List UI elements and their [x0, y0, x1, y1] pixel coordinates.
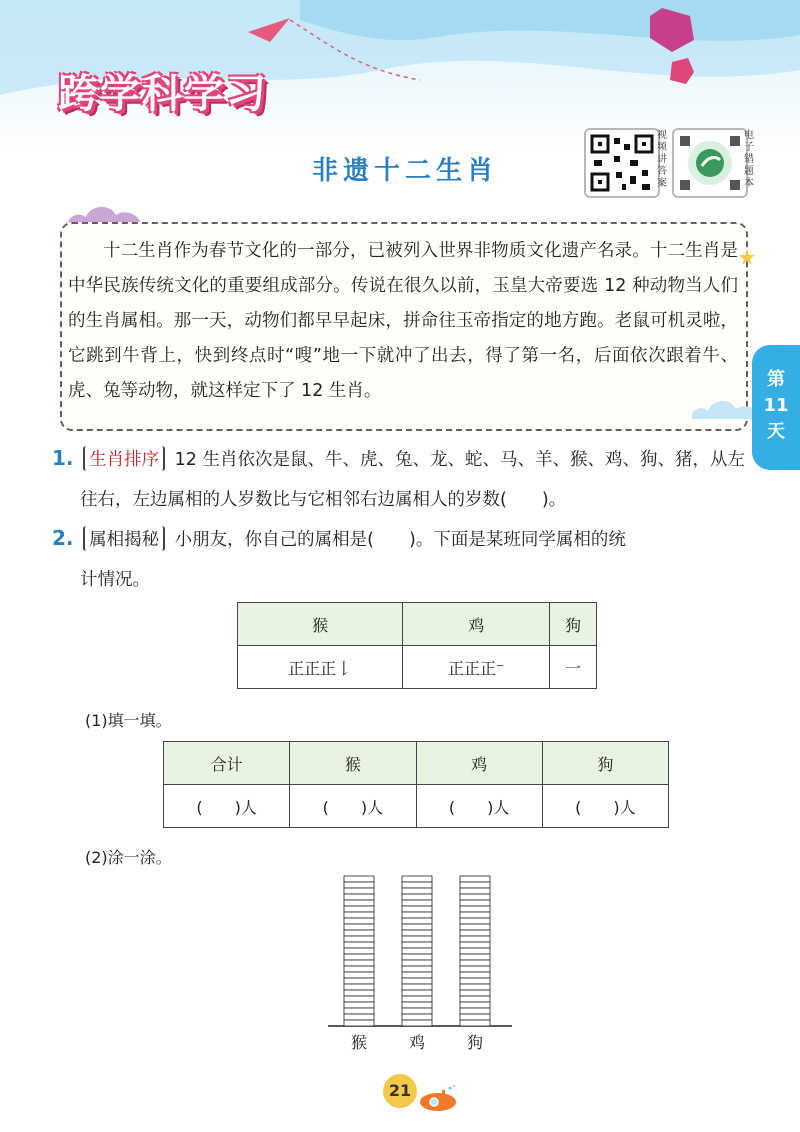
- grid-cell[interactable]: [344, 930, 374, 936]
- part-2-label: (2)涂一涂。: [85, 848, 172, 867]
- submarine-icon: [416, 1084, 460, 1114]
- grid-cell[interactable]: [460, 918, 490, 924]
- grid-cell[interactable]: [344, 996, 374, 1002]
- fill-table-row: [164, 785, 669, 828]
- grid-cell[interactable]: [460, 876, 490, 882]
- grid-cell[interactable]: [460, 1014, 490, 1020]
- fill-cell-monkey[interactable]: ( )人: [290, 785, 416, 828]
- tally-header-cell: 狗: [550, 603, 597, 646]
- tally-cell-dog: 一: [550, 646, 597, 689]
- grid-cell[interactable]: [460, 990, 490, 996]
- grid-cell[interactable]: [402, 1020, 432, 1026]
- grid-cell[interactable]: [344, 978, 374, 984]
- grid-cell[interactable]: [344, 972, 374, 978]
- grid-cell[interactable]: [460, 954, 490, 960]
- fill-header-cell: 狗: [542, 742, 668, 785]
- grid-cell[interactable]: [402, 1014, 432, 1020]
- grid-cell[interactable]: [344, 894, 374, 900]
- tally-table-row: [238, 646, 597, 689]
- grid-cell[interactable]: [402, 984, 432, 990]
- cloud-icon-right: [690, 395, 760, 421]
- grid-cell[interactable]: [402, 894, 432, 900]
- tally-table-header-row: [238, 603, 597, 646]
- grid-cell[interactable]: [460, 996, 490, 1002]
- grid-cell[interactable]: [460, 948, 490, 954]
- grid-cell[interactable]: [344, 900, 374, 906]
- tally-partial: 𠄌: [336, 658, 353, 678]
- grid-cell[interactable]: [402, 948, 432, 954]
- qr-label-video: 视频讲答案: [657, 130, 667, 189]
- question-2-tag: 属相揭秘: [83, 526, 165, 551]
- tally-cell-monkey: [238, 646, 403, 689]
- grid-cell[interactable]: [460, 912, 490, 918]
- grid-cell[interactable]: [344, 942, 374, 948]
- question-2-number: 2.: [52, 526, 74, 550]
- tally-cell-rooster: [403, 646, 550, 689]
- page-title: 非遗十二生肖: [311, 156, 498, 186]
- grid-cell[interactable]: [344, 906, 374, 912]
- grid-cell[interactable]: [344, 882, 374, 888]
- grid-cell[interactable]: [460, 930, 490, 936]
- grid-cell[interactable]: [402, 972, 432, 978]
- intro-paragraph: 十二生肖作为春节文化的一部分，已被列入世界非物质文化遗产名录。十二生肖是中华民族传统文化的重要组成部分。传说在很久以前，玉皇大帝要选 12 种动物当人们的生肖属相。那一天，动物们都早早起床，拼命往玉帝指定的地方跑。老鼠可机灵啦，它跳到牛背上，快到终点时“嗖”地一下就冲了出去，得了第一名，后面依次跟着牛、虎、兔等动物，就这样定下了 12 生肖。: [68, 241, 738, 401]
- grid-cell[interactable]: [344, 1002, 374, 1008]
- grid-cell[interactable]: [402, 882, 432, 888]
- grid-cell[interactable]: [460, 900, 490, 906]
- question-1: [52, 446, 745, 471]
- day-tab: [752, 345, 800, 470]
- grid-cell[interactable]: [344, 888, 374, 894]
- grid-cell[interactable]: [344, 954, 374, 960]
- grid-cell[interactable]: [402, 966, 432, 972]
- grid-cell[interactable]: [460, 960, 490, 966]
- chart-category-label: 狗: [466, 1033, 484, 1052]
- qr-label-error-book: 电子错题本: [744, 130, 754, 189]
- page-number: 21: [383, 1074, 417, 1108]
- grid-cell[interactable]: [460, 966, 490, 972]
- chart-category-label: 鸡: [408, 1033, 426, 1052]
- grid-cell[interactable]: [460, 942, 490, 948]
- fill-cell-total[interactable]: ( )人: [164, 785, 290, 828]
- grid-cell[interactable]: [402, 912, 432, 918]
- chart-category-label: 猴: [350, 1033, 368, 1052]
- tally-marks: 正正正: [447, 658, 496, 678]
- grid-cell[interactable]: [344, 948, 374, 954]
- grid-cell[interactable]: [460, 888, 490, 894]
- grid-cell[interactable]: [460, 1008, 490, 1014]
- day-tab-line3: 天: [767, 421, 785, 442]
- grid-cell[interactable]: [460, 972, 490, 978]
- grid-cell[interactable]: [402, 954, 432, 960]
- grid-cell[interactable]: [402, 990, 432, 996]
- grid-cell[interactable]: [344, 936, 374, 942]
- grid-cell[interactable]: [344, 966, 374, 972]
- grid-cell[interactable]: [344, 876, 374, 882]
- part-1-label: (1)填一填。: [85, 711, 172, 730]
- grid-cell[interactable]: [402, 960, 432, 966]
- grid-cell[interactable]: [344, 1014, 374, 1020]
- question-2-line1: 小朋友，你自己的属相是( )。下面是某班同学属相的统: [174, 530, 626, 550]
- error-book-qr-code[interactable]: [672, 128, 748, 198]
- fill-header-cell: 合计: [164, 742, 290, 785]
- tally-header-cell: 猴: [238, 603, 403, 646]
- star-icon: [738, 248, 756, 266]
- fill-header-cell: 猴: [290, 742, 416, 785]
- tally-marks: 正正正: [288, 658, 337, 678]
- grid-cell[interactable]: [344, 990, 374, 996]
- grid-cell[interactable]: [402, 978, 432, 984]
- grid-cell[interactable]: [402, 1008, 432, 1014]
- grid-cell[interactable]: [460, 1020, 490, 1026]
- tally-table: [237, 602, 597, 689]
- grid-cell[interactable]: [460, 936, 490, 942]
- grid-cell[interactable]: [344, 1020, 374, 1026]
- coloring-bar-chart[interactable]: [320, 870, 520, 1070]
- grid-cell[interactable]: [402, 930, 432, 936]
- tally-header-cell: 鸡: [403, 603, 550, 646]
- day-tab-number: 11: [763, 395, 789, 416]
- section-banner: 跨学科学习: [58, 71, 268, 117]
- grid-cell[interactable]: [402, 942, 432, 948]
- grid-cell[interactable]: [402, 906, 432, 912]
- grid-cell[interactable]: [402, 918, 432, 924]
- grid-cell[interactable]: [344, 960, 374, 966]
- grid-cell[interactable]: [402, 900, 432, 906]
- grid-cell[interactable]: [344, 912, 374, 918]
- grid-column-2[interactable]: [460, 876, 490, 1026]
- grid-cell[interactable]: [402, 924, 432, 930]
- grid-cell[interactable]: [402, 876, 432, 882]
- grid-cell[interactable]: [402, 996, 432, 1002]
- grid-cell[interactable]: [460, 894, 490, 900]
- grid-cell[interactable]: [460, 978, 490, 984]
- day-tab-line1: 第: [767, 369, 785, 390]
- fill-cell-dog[interactable]: ( )人: [542, 785, 668, 828]
- grid-cell[interactable]: [460, 906, 490, 912]
- question-1-tag: 生肖排序: [83, 446, 165, 471]
- grid-cell[interactable]: [344, 918, 374, 924]
- grid-cell[interactable]: [460, 1002, 490, 1008]
- grid-cell[interactable]: [402, 936, 432, 942]
- fill-cell-rooster[interactable]: ( )人: [416, 785, 542, 828]
- grid-cell[interactable]: [402, 1002, 432, 1008]
- grid-cell[interactable]: [402, 888, 432, 894]
- fill-table-header-row: [164, 742, 669, 785]
- grid-column-0[interactable]: [344, 876, 374, 1026]
- grid-cell[interactable]: [460, 924, 490, 930]
- question-1-number: 1.: [52, 446, 74, 470]
- grid-cell[interactable]: [460, 984, 490, 990]
- grid-cell[interactable]: [344, 984, 374, 990]
- grid-column-1[interactable]: [402, 876, 432, 1026]
- grid-cell[interactable]: [344, 924, 374, 930]
- grid-cell[interactable]: [344, 1008, 374, 1014]
- question-1-line1: 12 生肖依次是鼠、牛、虎、兔、龙、蛇、马、羊、猴、鸡、狗、猪，从左: [174, 450, 746, 470]
- fill-table: [163, 741, 669, 828]
- grid-cell[interactable]: [460, 882, 490, 888]
- question-2-line2: 计情况。: [80, 570, 150, 590]
- fill-header-cell: 鸡: [416, 742, 542, 785]
- tally-partial: ⁻: [495, 658, 505, 678]
- video-qr-code[interactable]: [584, 128, 660, 198]
- question-2: [52, 526, 626, 551]
- question-1-line2: 往右，左边属相的人岁数比与它相邻右边属相人的岁数( )。: [80, 490, 567, 510]
